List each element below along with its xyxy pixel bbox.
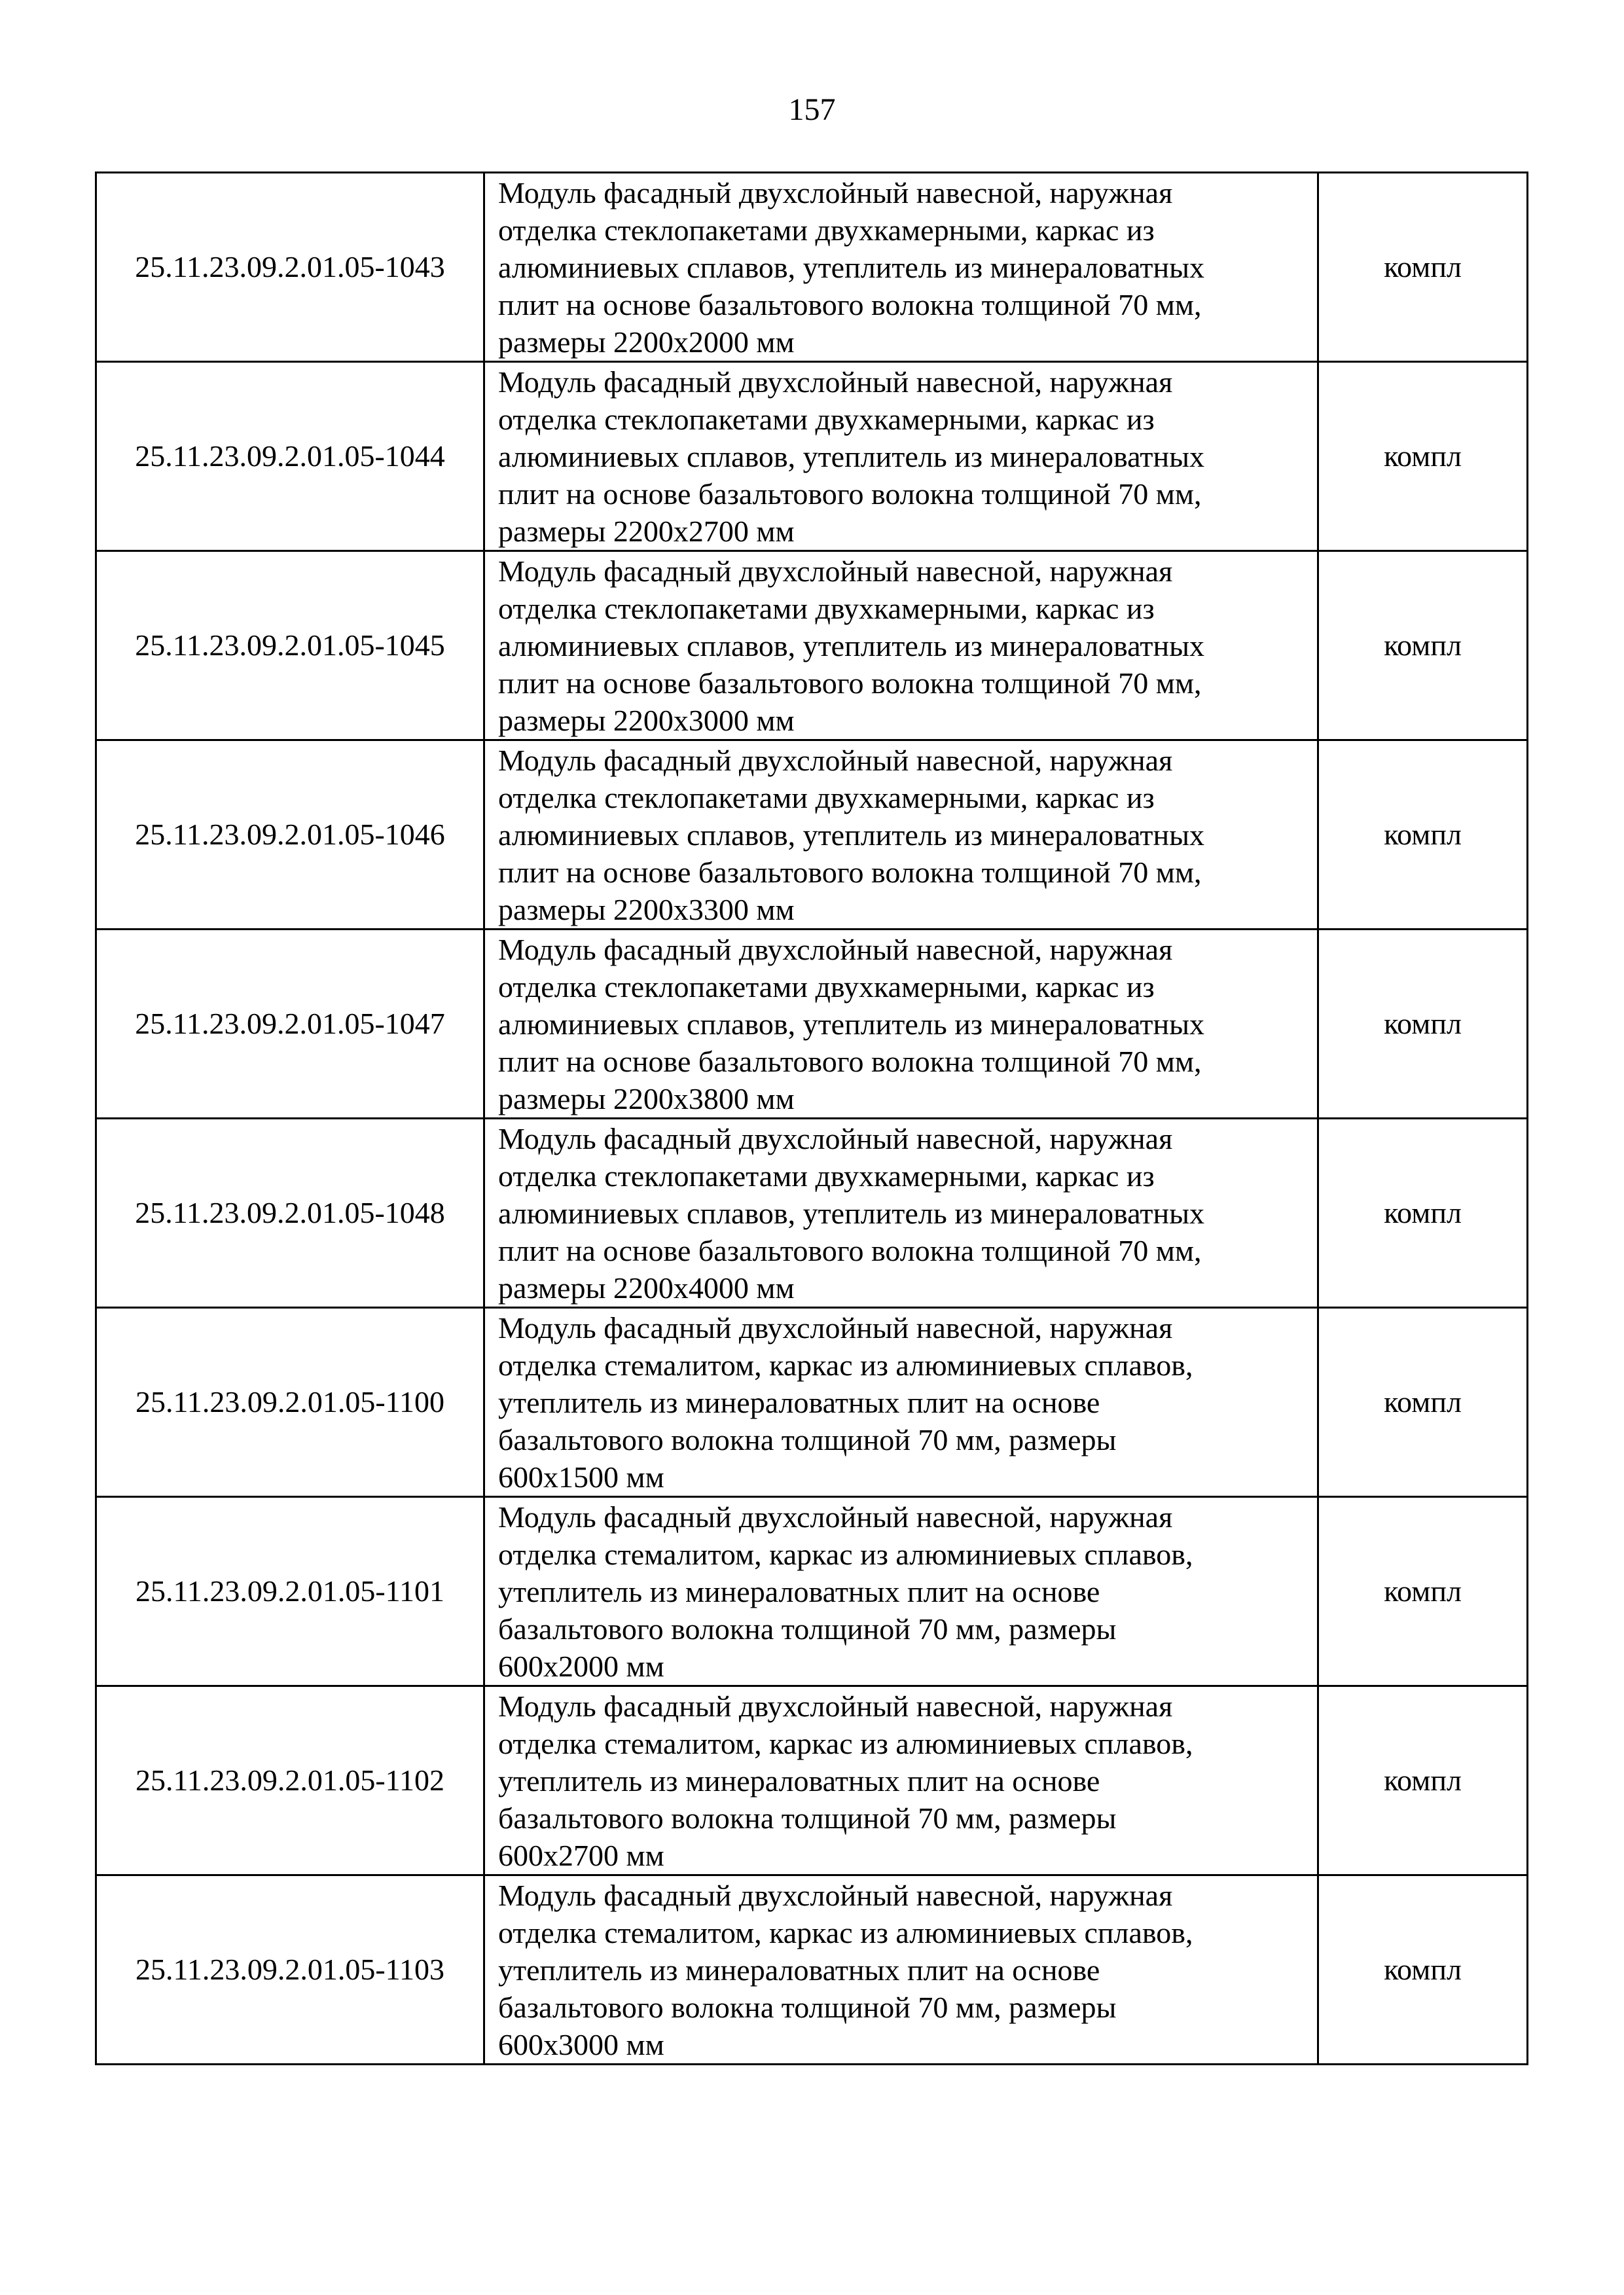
unit-of-measure: компл	[1318, 362, 1528, 551]
resource-table	[95, 172, 1528, 2065]
description-line: алюминиевых сплавов, утеплитель из минераловатных	[498, 439, 1205, 473]
description-line: алюминиевых сплавов, утеплитель из минераловатных	[498, 628, 1205, 662]
description-line: отделка стеклопакетами двухкамерными, каркас из	[498, 969, 1155, 1003]
description-line: отделка стеклопакетами двухкамерными, каркас из	[498, 213, 1155, 247]
resource-code: 25.11.23.09.2.01.05-1046	[96, 740, 484, 930]
description-line: Модуль фасадный двухслойный навесной, наружная	[498, 1121, 1173, 1155]
description-line: Модуль фасадный двухслойный навесной, наружная	[498, 554, 1173, 588]
description-line: базальтового волокна толщиной 70 мм, размеры	[498, 1422, 1117, 1456]
resource-description	[484, 1875, 1318, 2065]
unit-of-measure: компл	[1318, 1497, 1528, 1686]
table-row	[96, 362, 1528, 551]
unit-of-measure: компл	[1318, 173, 1528, 362]
description-line: утеплитель из минераловатных плит на основе	[498, 1385, 1100, 1419]
resource-description	[484, 1119, 1318, 1308]
description-line: отделка стеклопакетами двухкамерными, каркас из	[498, 591, 1155, 625]
description-line: плит на основе базальтового волокна толщиной 70 мм,	[498, 477, 1202, 511]
description-line: размеры 2200х3800 мм	[498, 1081, 795, 1115]
description-line: базальтового волокна толщиной 70 мм, размеры	[498, 1990, 1117, 2024]
description-line: плит на основе базальтового волокна толщиной 70 мм,	[498, 666, 1202, 700]
resource-code: 25.11.23.09.2.01.05-1102	[96, 1686, 484, 1875]
description-line: отделка стемалитом, каркас из алюминиевых сплавов,	[498, 1915, 1193, 1949]
description-line: размеры 2200х2700 мм	[498, 514, 795, 548]
resource-description	[484, 930, 1318, 1119]
description-line: отделка стемалитом, каркас из алюминиевых сплавов,	[498, 1348, 1193, 1382]
table-row	[96, 1308, 1528, 1497]
unit-of-measure: компл	[1318, 1119, 1528, 1308]
table-row	[96, 930, 1528, 1119]
unit-of-measure: компл	[1318, 740, 1528, 930]
resource-description	[484, 740, 1318, 930]
description-line: отделка стемалитом, каркас из алюминиевых сплавов,	[498, 1537, 1193, 1571]
resource-code: 25.11.23.09.2.01.05-1044	[96, 362, 484, 551]
description-line: Модуль фасадный двухслойный навесной, наружная	[498, 175, 1173, 209]
description-line: Модуль фасадный двухслойный навесной, наружная	[498, 743, 1173, 777]
resource-code: 25.11.23.09.2.01.05-1047	[96, 930, 484, 1119]
resource-code: 25.11.23.09.2.01.05-1048	[96, 1119, 484, 1308]
description-line: плит на основе базальтового волокна толщиной 70 мм,	[498, 1233, 1202, 1267]
resource-code: 25.11.23.09.2.01.05-1043	[96, 173, 484, 362]
resource-description	[484, 1497, 1318, 1686]
description-line: Модуль фасадный двухслойный навесной, наружная	[498, 1878, 1173, 1912]
unit-of-measure: компл	[1318, 1875, 1528, 2065]
table-row	[96, 1497, 1528, 1686]
description-line: базальтового волокна толщиной 70 мм, размеры	[498, 1612, 1117, 1646]
resource-description	[484, 1686, 1318, 1875]
description-line: плит на основе базальтового волокна толщиной 70 мм,	[498, 855, 1202, 889]
page-number: 157	[788, 92, 836, 127]
resource-description	[484, 362, 1318, 551]
description-line: размеры 2200х4000 мм	[498, 1271, 795, 1305]
description-line: алюминиевых сплавов, утеплитель из минераловатных	[498, 818, 1205, 852]
description-line: утеплитель из минераловатных плит на основе	[498, 1953, 1100, 1987]
resource-code: 25.11.23.09.2.01.05-1045	[96, 551, 484, 740]
table-row	[96, 1686, 1528, 1875]
table-row	[96, 740, 1528, 930]
table-row	[96, 1875, 1528, 2065]
description-line: Модуль фасадный двухслойный навесной, наружная	[498, 1689, 1173, 1723]
resource-code: 25.11.23.09.2.01.05-1103	[96, 1875, 484, 2065]
description-line: алюминиевых сплавов, утеплитель из минераловатных	[498, 1007, 1205, 1041]
description-line: размеры 2200х3300 мм	[498, 892, 795, 926]
description-line: плит на основе базальтового волокна толщиной 70 мм,	[498, 287, 1202, 321]
table-body	[96, 173, 1528, 2065]
description-line: Модуль фасадный двухслойный навесной, наружная	[498, 1310, 1173, 1345]
description-line: алюминиевых сплавов, утеплитель из минераловатных	[498, 1196, 1205, 1230]
resource-code: 25.11.23.09.2.01.05-1101	[96, 1497, 484, 1686]
unit-of-measure: компл	[1318, 1686, 1528, 1875]
description-line: Модуль фасадный двухслойный навесной, наружная	[498, 365, 1173, 399]
description-line: утеплитель из минераловатных плит на основе	[498, 1574, 1100, 1608]
description-line: Модуль фасадный двухслойный навесной, наружная	[498, 1500, 1173, 1534]
unit-of-measure: компл	[1318, 1308, 1528, 1497]
description-line: утеплитель из минераловатных плит на основе	[498, 1763, 1100, 1798]
description-line: отделка стемалитом, каркас из алюминиевых сплавов,	[498, 1726, 1193, 1760]
description-line: отделка стеклопакетами двухкамерными, каркас из	[498, 402, 1155, 436]
description-line: отделка стеклопакетами двухкамерными, каркас из	[498, 780, 1155, 814]
unit-of-measure: компл	[1318, 930, 1528, 1119]
description-line: 600х3000 мм	[498, 2027, 664, 2061]
table-row	[96, 1119, 1528, 1308]
description-line: базальтового волокна толщиной 70 мм, размеры	[498, 1801, 1117, 1835]
table-row	[96, 551, 1528, 740]
description-line: размеры 2200х3000 мм	[498, 703, 795, 737]
unit-of-measure: компл	[1318, 551, 1528, 740]
description-line: плит на основе базальтового волокна толщиной 70 мм,	[498, 1044, 1202, 1078]
resource-description	[484, 551, 1318, 740]
description-line: отделка стеклопакетами двухкамерными, каркас из	[498, 1159, 1155, 1193]
description-line: алюминиевых сплавов, утеплитель из минераловатных	[498, 250, 1205, 284]
resource-description	[484, 1308, 1318, 1497]
description-line: Модуль фасадный двухслойный навесной, наружная	[498, 932, 1173, 966]
description-line: 600х2700 мм	[498, 1838, 664, 1872]
resource-code: 25.11.23.09.2.01.05-1100	[96, 1308, 484, 1497]
resource-description	[484, 173, 1318, 362]
description-line: 600х2000 мм	[498, 1649, 664, 1683]
description-line: размеры 2200х2000 мм	[498, 325, 795, 359]
description-line: 600х1500 мм	[498, 1460, 664, 1494]
table-row	[96, 173, 1528, 362]
